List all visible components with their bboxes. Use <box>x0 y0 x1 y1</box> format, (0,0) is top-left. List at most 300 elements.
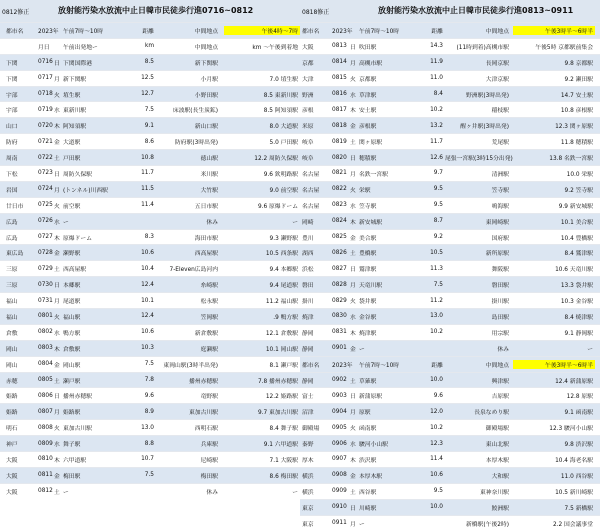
table-row <box>0 356 300 372</box>
table-cell: 木 <box>54 235 60 242</box>
table-cell: 0812 <box>38 488 53 495</box>
table-cell: 10.2 <box>430 329 443 336</box>
table-cell: 宇部 <box>6 92 18 99</box>
table-cell: 安土駅 <box>359 108 377 115</box>
table-cell: 0722 <box>38 154 53 161</box>
table-cell: 名古屋 <box>302 203 320 210</box>
table-cell: 8.4 <box>433 91 443 97</box>
table-cell: 西高屋駅 <box>194 251 218 258</box>
table-cell: 清洲駅 <box>491 171 509 178</box>
table-cell: 0903 <box>332 392 347 399</box>
table-subheader-row <box>300 356 600 372</box>
table-cell: 0725 <box>38 202 53 209</box>
table-cell: 関ヶ原駅 <box>359 140 383 147</box>
table-cell: km <box>144 43 154 50</box>
table-cell: 渋沢駅 <box>359 457 377 464</box>
table-cell: 0730 <box>38 281 53 288</box>
table-row <box>0 372 300 388</box>
table-cell: 下関 <box>6 76 18 83</box>
table-cell: 10.5 西条駅 <box>265 251 298 258</box>
table-cell: 2.2 国会議事堂 <box>552 521 593 528</box>
table-cell: ー <box>63 489 69 496</box>
table-cell: 火 <box>350 299 356 306</box>
table-cell: 下関 <box>6 60 18 67</box>
table-cell: 新倉敷駅 <box>194 330 218 337</box>
left-table-header-row <box>0 22 300 38</box>
table-cell: 新所原駅 <box>485 251 509 258</box>
table-row <box>300 499 600 515</box>
table-row <box>300 276 600 292</box>
table-cell: 0807 <box>38 408 53 415</box>
table-cell: 小月駅 <box>200 76 218 83</box>
table-row <box>0 276 300 292</box>
table-cell: 9.4 尾道駅 <box>269 283 298 290</box>
table-cell: 12.3 駿河小山駅 <box>549 426 593 433</box>
table-cell: 月 <box>350 171 356 178</box>
table-row <box>0 403 300 419</box>
table-cell: 日 <box>350 44 356 51</box>
table-cell: 12.3 関ヶ原駅 <box>555 124 593 131</box>
table-cell: 荒尾駅 <box>491 140 509 147</box>
right-table-header-row <box>300 22 600 38</box>
table-cell: 金 <box>54 251 60 258</box>
table-cell: 13.3 袋井駅 <box>560 283 593 290</box>
table-cell: 10.2 <box>430 424 443 431</box>
table-row <box>0 197 300 213</box>
table-cell: 8.5 東新川駅 <box>263 92 298 99</box>
table-cell: 中間地点 <box>194 44 218 51</box>
table-cell: 9.1 六甲道駅 <box>263 442 298 449</box>
table-cell: 0802 <box>38 329 53 336</box>
table-row <box>0 117 300 133</box>
table-cell: 日 <box>350 394 356 401</box>
table-cell: 新山口駅 <box>194 124 218 131</box>
table-cell: 廿日市 <box>6 203 24 210</box>
table-cell: 笠岡駅 <box>200 314 218 321</box>
table-cell: 13.0 <box>430 313 443 320</box>
left-page-title: 放射能汚染水放流中止日韓市民徒歩行進0716~0812 <box>58 6 254 15</box>
table-cell: 0720 <box>38 122 53 129</box>
table-cell: 11.7 <box>141 170 154 177</box>
table-cell: 天竜川駅 <box>359 283 383 290</box>
table-cell: 月 <box>54 187 60 194</box>
table-cell: 兵庫駅 <box>200 442 218 449</box>
table-cell: 14.3 <box>430 43 443 50</box>
table-cell: 9.7 東加古川駅 <box>257 410 298 417</box>
table-cell: 12.4 <box>141 313 154 320</box>
table-row <box>0 308 300 324</box>
table-cell: 9.6 原爆ドーム <box>257 203 298 210</box>
table-cell: 9.1 静岡駅 <box>564 330 593 337</box>
table-cell: 沼津 <box>302 410 314 417</box>
table-cell: 7.8 <box>144 377 154 384</box>
table-cell: ー <box>587 346 593 353</box>
table-cell: 9.1 函南駅 <box>564 410 593 417</box>
table-cell: 舞子駅 <box>63 442 81 449</box>
table-row <box>0 419 300 435</box>
table-row <box>0 86 300 102</box>
table-cell: 戸田駅 <box>63 156 81 163</box>
right-page-title: 放射能汚染水放流中止日韓市民徒歩行進0813~0911 <box>378 6 574 15</box>
table-cell: 9.8 渋沢駅 <box>564 442 593 449</box>
table-row <box>0 149 300 165</box>
left-page-header <box>0 0 300 22</box>
table-cell: 大阪 <box>302 44 314 51</box>
header-cell: 距離 <box>431 28 443 35</box>
table-cell: 9.6 <box>144 392 154 399</box>
table-cell: km 〜午後到着地 <box>252 44 298 51</box>
table-cell: 岡崎 <box>302 219 314 226</box>
table-row <box>300 515 600 531</box>
table-cell: 岩国 <box>6 187 18 194</box>
table-row <box>0 181 300 197</box>
table-cell: 0902 <box>332 377 347 384</box>
table-cell: 火 <box>54 203 60 210</box>
table-cell: 横浜 <box>302 473 314 480</box>
table-cell: 静岡 <box>302 346 314 353</box>
table-cell: 8.4 焼津駅 <box>564 314 593 321</box>
table-cell: 12.2 周防久保駅 <box>254 156 298 163</box>
table-cell: 9.6 欽明路駅 <box>263 171 298 178</box>
table-cell: 火 <box>54 426 60 433</box>
evening-hours-highlight: 午後4時〜7時 <box>224 26 300 35</box>
table-cell: 0911 <box>332 520 347 527</box>
table-cell: 0804 <box>38 361 53 368</box>
table-cell: 0803 <box>38 345 53 352</box>
table-cell: 10.8 <box>141 154 154 161</box>
table-row <box>300 38 600 54</box>
table-cell: 原駅 <box>359 410 371 417</box>
table-cell: 12.7 <box>141 91 154 97</box>
table-cell: 火 <box>350 426 356 433</box>
table-cell: 床波駅(長生炭鉱) <box>172 108 218 115</box>
table-cell: 倉敷駅 <box>63 346 81 353</box>
table-cell: 2023年 <box>332 362 353 369</box>
table-cell: 月 <box>54 76 60 83</box>
table-cell: 0810 <box>38 456 53 463</box>
table-cell: 栄駅 <box>359 187 371 194</box>
table-cell: 10.7 <box>141 456 154 463</box>
table-cell: 月 <box>350 521 356 528</box>
table-row <box>300 70 600 86</box>
table-cell: 御殿場 <box>302 426 320 433</box>
table-cell: 10.1 <box>141 297 154 304</box>
table-row <box>0 340 300 356</box>
table-row <box>300 435 600 451</box>
right-schedule-page <box>300 0 600 528</box>
table-cell: 木 <box>54 457 60 464</box>
table-cell: 東京 <box>302 521 314 528</box>
table-row <box>0 133 300 149</box>
table-cell: 袋井駅 <box>359 299 377 306</box>
table-cell: 水 <box>54 108 60 115</box>
table-cell: 湖西 <box>302 251 314 258</box>
table-cell: 13.0 <box>141 424 154 431</box>
table-cell: 木 <box>350 330 356 337</box>
table-cell: 0819 <box>332 138 347 145</box>
table-cell: 7.5 <box>144 472 154 479</box>
table-cell: 掛川駅 <box>491 299 509 306</box>
table-cell: 月 <box>54 299 60 306</box>
table-cell: 0728 <box>38 249 53 256</box>
table-cell: 尾張一宮駅(3時15分出発) <box>445 156 513 163</box>
table-cell: 稲枝駅 <box>491 108 509 115</box>
table-cell: 12.6 <box>430 154 443 161</box>
table-cell: 五日市駅 <box>194 203 218 210</box>
table-cell: 美合駅 <box>359 235 377 242</box>
table-cell: 水 <box>54 219 60 226</box>
table-cell: 10.5 <box>430 249 443 256</box>
table-cell: 明石 <box>6 426 18 433</box>
table-cell: 福山駅 <box>63 314 81 321</box>
table-cell: 0909 <box>332 488 347 495</box>
table-cell: 0816 <box>332 91 347 97</box>
table-cell: 9.1 <box>144 122 154 129</box>
table-row <box>300 308 600 324</box>
table-cell: 8.6 梅田駅 <box>269 473 298 480</box>
table-cell: 0721 <box>38 138 53 145</box>
table-cell: 土 <box>350 140 356 147</box>
table-cell: 大竹駅 <box>200 187 218 194</box>
table-row <box>300 149 600 165</box>
table-cell: 新下関駅 <box>194 60 218 67</box>
table-cell: 笠寺駅 <box>359 203 377 210</box>
table-cell: 火 <box>54 92 60 99</box>
table-row <box>300 165 600 181</box>
table-cell: 12.3 <box>430 440 443 447</box>
table-cell: 原爆ドーム <box>63 235 92 242</box>
table-cell: 0815 <box>332 75 347 82</box>
table-cell: 吹田駅 <box>359 44 377 51</box>
table-cell: 京都駅 <box>359 76 377 83</box>
table-row <box>0 54 300 70</box>
table-cell: 7.0 埴生駅 <box>269 76 298 83</box>
table-cell: 10.4 豊橋駅 <box>560 235 593 242</box>
table-cell: 11.2 福山駅 <box>265 299 298 306</box>
table-cell: 7.5 <box>433 281 443 288</box>
table-cell: 水 <box>350 442 356 449</box>
table-cell: 10.3 金谷駅 <box>560 299 593 306</box>
table-cell: 11.5 <box>141 186 154 193</box>
table-cell: 庭瀬駅 <box>200 346 218 353</box>
table-cell: 0805 <box>38 377 53 384</box>
table-cell: 8.4 鷲津駅 <box>564 251 593 258</box>
table-cell: 新橋駅(午後2時) <box>466 521 509 528</box>
table-row <box>300 181 600 197</box>
table-cell: 0830 <box>332 313 347 320</box>
table-row <box>300 483 600 499</box>
table-cell: 瀬戸駅 <box>63 378 81 385</box>
table-row <box>300 340 600 356</box>
table-cell: ー <box>359 346 365 353</box>
table-cell: 長岡京駅 <box>485 60 509 67</box>
table-cell: ー <box>292 489 298 496</box>
table-cell: 東神奈川駅 <box>480 489 509 496</box>
table-cell: 7-Eleven広島河内 <box>169 267 218 274</box>
table-cell: 名古屋 <box>302 171 320 178</box>
table-cell: 木 <box>350 219 356 226</box>
table-cell: 火 <box>350 76 356 83</box>
table-cell: 0904 <box>332 408 347 415</box>
table-cell: 8.7 <box>433 218 443 225</box>
table-cell: 静岡 <box>302 378 314 385</box>
table-cell: 磐田 <box>302 283 314 290</box>
table-cell: 7.5 <box>144 106 154 113</box>
table-cell: 0814 <box>332 59 347 66</box>
table-cell: 東新川駅 <box>63 108 87 115</box>
table-cell: 焼津 <box>302 314 314 321</box>
table-cell: 焼津駅 <box>359 330 377 337</box>
table-cell: 広島 <box>6 235 18 242</box>
table-cell: 0806 <box>38 392 53 399</box>
table-cell: 水 <box>54 442 60 449</box>
table-cell: 彦根駅 <box>359 124 377 131</box>
table-row <box>300 324 600 340</box>
table-cell: 0717 <box>38 75 53 82</box>
table-row <box>300 467 600 483</box>
table-cell: 金 <box>350 346 356 353</box>
table-cell: 0718 <box>38 91 53 97</box>
table-cell: 倉敷 <box>6 330 18 337</box>
table-cell: 厚木 <box>302 457 314 464</box>
table-row <box>0 292 300 308</box>
table-cell: 0818 <box>332 122 347 129</box>
table-cell: 0826 <box>332 249 347 256</box>
table-cell: 木 <box>54 124 60 131</box>
table-cell: 7.1 大阪駅 <box>269 457 298 464</box>
table-cell: 宇部 <box>6 108 18 115</box>
table-cell: 8.5 阿知須駅 <box>263 108 298 115</box>
table-cell: ー <box>63 219 69 226</box>
table-row <box>0 435 300 451</box>
table-cell: 11.8 穂積駅 <box>560 140 593 147</box>
table-cell: 木 <box>54 346 60 353</box>
table-row <box>300 197 600 213</box>
table-cell: 日 <box>350 267 356 274</box>
table-row <box>0 451 300 467</box>
table-cell: 竜野駅 <box>200 394 218 401</box>
table-cell: 用宗駅 <box>491 330 509 337</box>
table-cell: 秦野 <box>302 442 314 449</box>
table-cell: 下関国際港 <box>63 60 92 67</box>
table-cell: 0823 <box>332 202 347 209</box>
table-cell: 東加古川駅 <box>63 426 92 433</box>
table-cell: 播州赤穂駅 <box>189 378 218 385</box>
table-cell: 11.0 西谷駅 <box>560 473 593 480</box>
table-cell: 0727 <box>38 234 53 241</box>
table-cell: 12.8 原駅 <box>566 394 593 401</box>
table-cell: 8.0 大道駅 <box>269 124 298 131</box>
table-cell: 笠寺駅 <box>491 187 509 194</box>
table-cell: 12.1 倉敷駅 <box>265 330 298 337</box>
table-cell: 0809 <box>38 440 53 447</box>
table-cell: 岐阜 <box>302 140 314 147</box>
table-cell: 米川駅 <box>200 171 218 178</box>
table-row <box>300 213 600 229</box>
table-cell: 瀬野駅 <box>63 251 81 258</box>
table-cell: 土 <box>54 156 60 163</box>
table-cell: 野洲 <box>302 92 314 99</box>
table-cell: 水 <box>350 314 356 321</box>
table-cell: 9.7 <box>433 170 443 177</box>
table-cell: 彦根 <box>302 108 314 115</box>
table-cell: 金 <box>350 235 356 242</box>
table-row <box>0 229 300 245</box>
table-row <box>0 483 300 499</box>
table-cell: 13.2 <box>430 122 443 129</box>
table-cell: 野洲駅(3時出発) <box>466 92 509 99</box>
table-cell: 鴨方駅 <box>63 330 81 337</box>
table-cell: 10.0 栄駅 <box>566 171 593 178</box>
table-cell: 5.0 戸田駅 <box>269 140 298 147</box>
table-cell: 11.4 <box>430 456 443 463</box>
table-cell: 大阪 <box>6 489 18 496</box>
table-cell: 東山北駅 <box>485 442 509 449</box>
table-row <box>0 467 300 483</box>
table-cell: 本厚木駅 <box>359 473 383 480</box>
table-row <box>300 86 600 102</box>
table-cell: (11時到着)高槻市駅 <box>456 44 509 51</box>
table-cell: 10.5 新川崎駅 <box>555 489 593 496</box>
table-row <box>0 165 300 181</box>
table-cell: 西高屋駅 <box>63 267 87 274</box>
table-cell: 9.8 京都駅 <box>564 60 593 67</box>
table-cell: 0829 <box>332 297 347 304</box>
table-cell: 糸崎駅 <box>200 283 218 290</box>
table-cell: 距離 <box>431 362 443 369</box>
table-cell: 0825 <box>332 234 347 241</box>
table-cell: 0827 <box>332 265 347 272</box>
table-cell: 0813 <box>332 43 347 50</box>
table-cell: 10.4 <box>141 265 154 272</box>
table-cell: 周南 <box>6 156 18 163</box>
table-cell: 浜松 <box>302 267 314 274</box>
header-cell: 都市名 <box>6 28 24 35</box>
table-cell: 0817 <box>332 106 347 113</box>
table-cell: 東岡崎駅 <box>485 219 509 226</box>
table-cell: 大津京駅 <box>485 76 509 83</box>
table-cell: 東加古川駅 <box>189 410 218 417</box>
table-cell: .9 鴨方駅 <box>273 314 298 321</box>
table-cell: 0828 <box>332 281 347 288</box>
table-cell: 火 <box>350 187 356 194</box>
table-cell: 11.3 <box>430 265 443 272</box>
table-cell: 0808 <box>38 424 53 431</box>
table-cell: 水 <box>350 92 356 99</box>
table-cell: 日 <box>350 156 356 163</box>
table-cell: 周防久保駅 <box>63 171 92 178</box>
table-row <box>0 213 300 229</box>
table-cell: 10.0 <box>430 377 443 384</box>
table-cell: 9.4 本郷駅 <box>269 267 298 274</box>
table-cell: 9.2 瀬田駅 <box>564 76 593 83</box>
table-cell: 0901 <box>332 345 347 352</box>
table-cell: 9.0 前空駅 <box>269 187 298 194</box>
table-cell: 0906 <box>332 440 347 447</box>
table-cell: 大道駅 <box>63 140 81 147</box>
table-cell: 大阪 <box>6 457 18 464</box>
table-cell: 山口 <box>6 124 18 131</box>
left-schedule-table <box>0 22 300 499</box>
table-cell: 函南駅 <box>359 426 377 433</box>
table-cell: 月 <box>350 60 356 67</box>
table-cell: 9.6 <box>433 392 443 399</box>
table-cell: 醒ヶ井駅(3時出発) <box>460 124 509 131</box>
table-cell: 9.5 <box>433 186 443 193</box>
table-cell: 12.0 <box>430 408 443 415</box>
table-cell: 日 <box>54 171 60 178</box>
table-cell: 8.5 <box>144 59 154 66</box>
